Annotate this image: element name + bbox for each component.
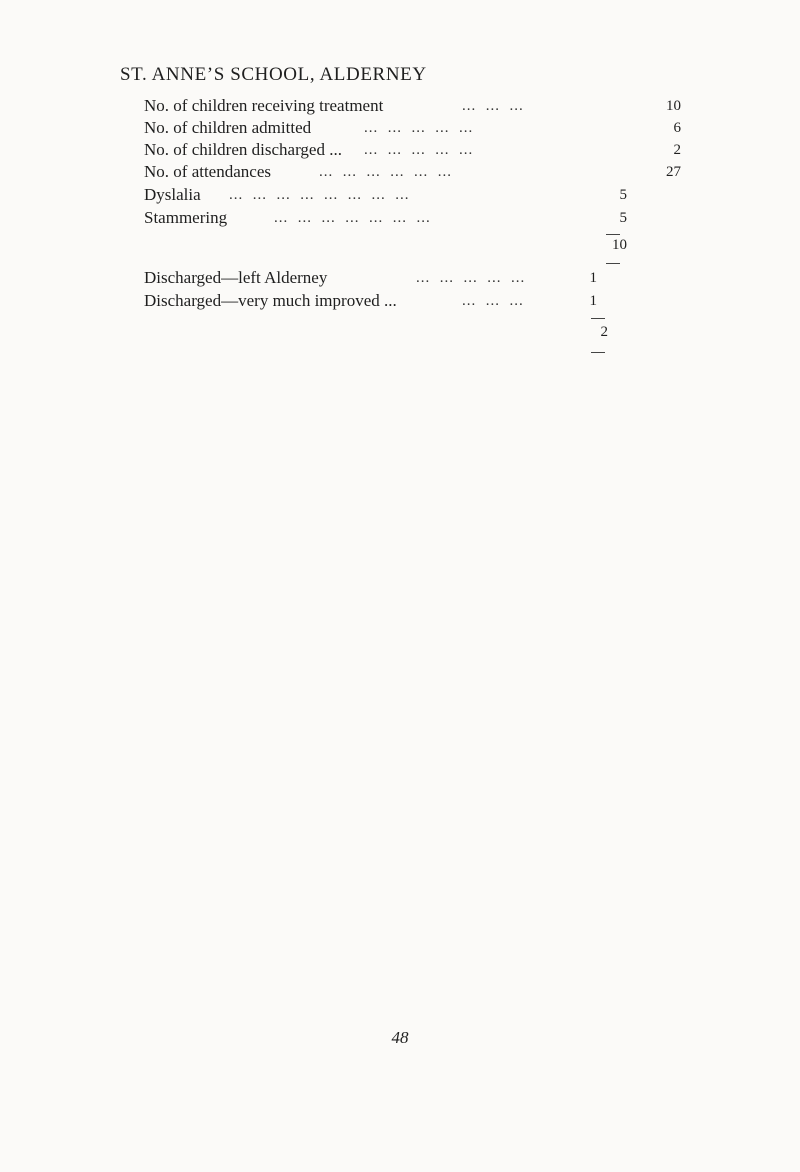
row-label: No. of attendances [144,162,271,181]
value-discharged-left-alderney: 1 [589,270,597,286]
value-dyslalia: 5 [619,187,627,203]
leader-dots: ... ... ... ... ... [416,270,526,286]
row-label: Stammering [144,208,228,227]
value-children-receiving-treatment: 10 [666,98,681,114]
row-label: No. of children receiving treatment [144,96,384,115]
leader-dots: ... ... ... ... ... ... [319,164,452,180]
leader-dots: ... ... ... ... ... [364,120,474,136]
page-number: 48 [391,1028,409,1047]
value-discharged-very-much-improved: 1 [589,293,597,309]
value-stammering: 5 [619,210,627,226]
row-label: Discharged—left Alderney [144,268,328,287]
subtotal-2-rule-top [591,318,605,319]
leader-dots: ... ... ... ... ... [364,142,474,158]
value-children-admitted: 6 [673,120,681,136]
subtotal-2-value: 2 [600,324,608,340]
row-label: Discharged—very much improved ... [144,291,397,310]
row-label: No. of children discharged ... [144,140,342,159]
section-heading: ST. ANNE’S SCHOOL, ALDERNEY [120,64,427,85]
leader-dots: ... ... ... [462,98,524,114]
row-label: No. of children admitted [144,118,312,137]
leader-dots: ... ... ... ... ... ... ... [274,210,431,226]
subtotal-2-rule-bottom [591,352,605,353]
subtotal-rule-bottom [606,263,620,264]
leader-dots: ... ... ... ... ... ... ... ... [229,187,410,203]
value-children-discharged: 2 [673,142,681,158]
leader-dots: ... ... ... [462,293,524,309]
subtotal-value: 10 [612,237,627,253]
row-label: Dyslalia [144,185,201,204]
value-attendances: 27 [666,164,681,180]
